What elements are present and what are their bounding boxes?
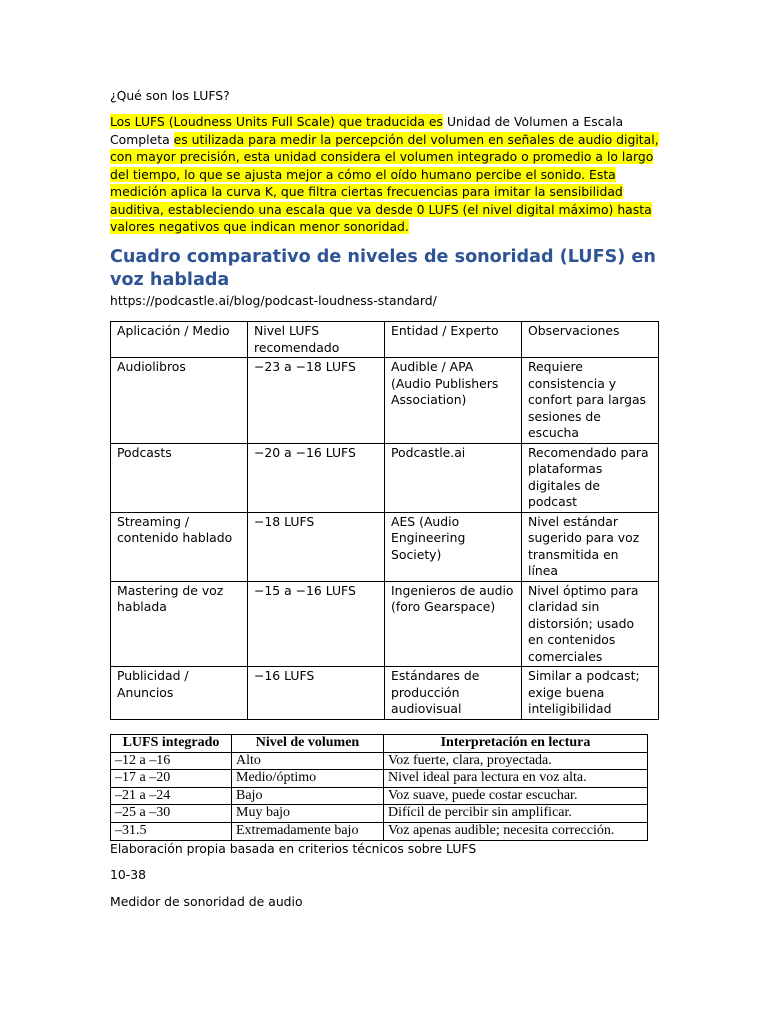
- table-row: [111, 512, 659, 581]
- intro-plain: Unidad de Volumen a Escala Completa: [110, 114, 624, 147]
- table-cell: Nivel estándar sugerido para voz transmitida en línea: [522, 512, 659, 581]
- table-cell: Mastering de voz hablada: [111, 581, 248, 667]
- table-row: [111, 358, 659, 444]
- source-url: https://podcastle.ai/blog/podcast-loudness-standard/: [110, 293, 437, 308]
- table-row: [111, 443, 659, 512]
- intro-paragraph: [110, 113, 660, 236]
- table-cell: Similar a podcast; exige buena inteligibilidad: [522, 667, 659, 720]
- table-cell: Voz fuerte, clara, proyectada.: [384, 752, 648, 770]
- table-cell: −15 a −16 LUFS: [248, 581, 385, 667]
- table-cell: Muy bajo: [232, 805, 384, 823]
- table-header-cell: LUFS integrado: [111, 735, 232, 753]
- table-cell: −20 a −16 LUFS: [248, 443, 385, 512]
- table-cell: –31.5: [111, 822, 232, 840]
- table-cell: Difícil de percibir sin amplificar.: [384, 805, 648, 823]
- table-cell: Voz apenas audible; necesita corrección.: [384, 822, 648, 840]
- table-header-row: [111, 322, 659, 358]
- table-row: [111, 770, 648, 788]
- table-cell: AES (Audio Engineering Society): [385, 512, 522, 581]
- table-caption: Elaboración propia basada en criterios técnicos sobre LUFS: [110, 841, 477, 856]
- table-cell: –12 a –16: [111, 752, 232, 770]
- table-cell: Requiere consistencia y confort para largas sesiones de escucha: [522, 358, 659, 444]
- level-table: [110, 734, 648, 841]
- table-row: [111, 787, 648, 805]
- table-cell: Nivel ideal para lectura en voz alta.: [384, 770, 648, 788]
- table-cell: –25 a –30: [111, 805, 232, 823]
- table-cell: −23 a −18 LUFS: [248, 358, 385, 444]
- table-cell: Estándares de producción audiovisual: [385, 667, 522, 720]
- table-cell: Ingenieros de audio (foro Gearspace): [385, 581, 522, 667]
- comparison-table: [110, 321, 659, 720]
- table-row: [111, 752, 648, 770]
- table-row: [111, 581, 659, 667]
- table-cell: Audiolibros: [111, 358, 248, 444]
- intro-highlight-1: Los LUFS (Loudness Units Full Scale) que traducida es: [110, 114, 443, 129]
- table-cell: Recomendado para plataformas digitales de podcast: [522, 443, 659, 512]
- table-cell: Publicidad / Anuncios: [111, 667, 248, 720]
- table-cell: Streaming / contenido hablado: [111, 512, 248, 581]
- table-cell: Extremadamente bajo: [232, 822, 384, 840]
- table-header-cell: Aplicación / Medio: [111, 322, 248, 358]
- intro-highlight-2: es utilizada para medir la percepción del volumen en señales de audio digital, con mayor precisión, esta unidad considera el volumen integrado o promedio a lo largo del tiempo, lo que se ajusta mejor a cómo el oído humano percibe el sonido. Esta medición aplica la curva K, que filtra ciertas frecuencias para imitar la sensibilidad auditiva, estableciendo una escala que va desde 0 LUFS (el nivel digital máximo) hasta valores negativos que indican menor sonoridad.: [110, 131, 659, 234]
- table-cell: Voz suave, puede costar escuchar.: [384, 787, 648, 805]
- table-cell: −18 LUFS: [248, 512, 385, 581]
- question-line: ¿Qué son los LUFS?: [110, 88, 230, 103]
- table-cell: –21 a –24: [111, 787, 232, 805]
- table-cell: Audible / APA (Audio Publishers Association): [385, 358, 522, 444]
- table-cell: Podcasts: [111, 443, 248, 512]
- table-cell: Podcastle.ai: [385, 443, 522, 512]
- table-header-cell: Nivel LUFS recomendado: [248, 322, 385, 358]
- table-cell: Medio/óptimo: [232, 770, 384, 788]
- table-cell: Bajo: [232, 787, 384, 805]
- table-cell: –17 a –20: [111, 770, 232, 788]
- table-cell: −16 LUFS: [248, 667, 385, 720]
- table-cell: Alto: [232, 752, 384, 770]
- tool-title: Medidor de sonoridad de audio: [110, 894, 303, 909]
- table-header-cell: Entidad / Experto: [385, 322, 522, 358]
- table-header-cell: Observaciones: [522, 322, 659, 358]
- table-header-cell: Nivel de volumen: [232, 735, 384, 753]
- table-header-cell: Interpretación en lectura: [384, 735, 648, 753]
- table-cell: Nivel óptimo para claridad sin distorsión; usado en contenidos comerciales: [522, 581, 659, 667]
- table-row: [111, 805, 648, 823]
- table-header-row: [111, 735, 648, 753]
- page-reference: 10-38: [110, 867, 147, 882]
- table-row: [111, 667, 659, 720]
- section-heading: Cuadro comparativo de niveles de sonoridad (LUFS) en voz hablada: [110, 247, 656, 290]
- table-row: [111, 822, 648, 840]
